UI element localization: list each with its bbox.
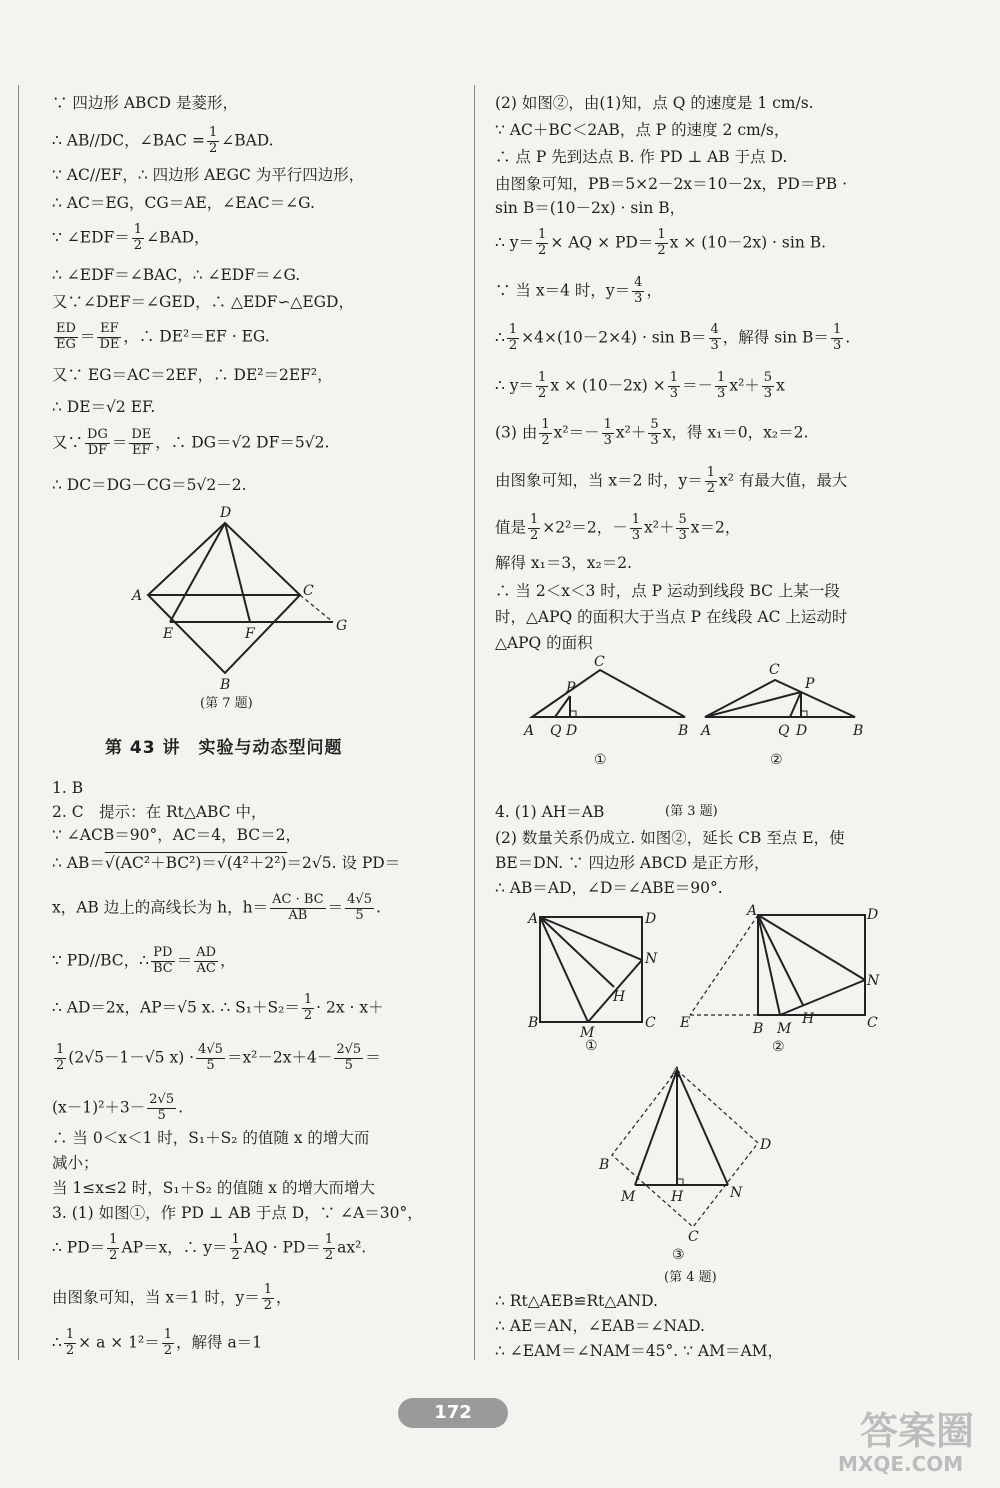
fig4-label: C xyxy=(688,1229,699,1245)
fig3-label: P xyxy=(566,680,576,696)
text-line: 解得 x₁＝3，x₂＝2. xyxy=(495,554,632,572)
fig3-label: C xyxy=(594,654,605,670)
fig4-label: D xyxy=(645,911,657,927)
text-line: 又∵∠DEF＝∠GED，∴ △EDF∽△EGD， xyxy=(52,293,354,311)
text-line: ∴ ∠EDF＝∠BAC，∴ ∠EDF＝∠G. xyxy=(52,266,301,284)
fig4-label: D xyxy=(867,907,879,923)
fig4-label: D xyxy=(760,1137,772,1153)
text-line: △APQ 的面积 xyxy=(495,634,593,652)
fig3-label: ② xyxy=(770,752,783,768)
fig3-label: B xyxy=(853,723,864,739)
text-line: ∵ ∠ACB＝90°，AC＝4，BC＝2， xyxy=(52,826,302,844)
text-line: ∴ $\frac{1}{2}$ × a × 1²＝ $\frac{1}{2}$ ，解得 a＝1 xyxy=(52,1327,263,1358)
fig3-label: C xyxy=(769,662,780,678)
segment-AE-dashed xyxy=(690,915,758,1015)
fig4-label: B xyxy=(528,1015,539,1031)
fig4-label: A xyxy=(671,1065,682,1081)
text-line: (2) 如图②，由(1)知，点 Q 的速度是 1 cm/s. xyxy=(495,94,814,112)
left-margin-line xyxy=(18,85,19,1360)
text-line: ∴ AB＝√(AC²＋BC²)＝√(4²＋2²)＝2√5. 设 PD＝ xyxy=(52,854,401,872)
text-line: (3) 由 $\frac{1}{2}$ x²＝－ $\frac{1}{3}$ x²＋ $\frac{5}{3}$ x，得 x₁＝0，x₂＝2. xyxy=(495,417,809,448)
fig4-label: ② xyxy=(772,1039,785,1055)
text-line: ∴ AE＝AN，∠EAB＝∠NAD. xyxy=(495,1317,705,1335)
text-line: ∴ 点 P 先到达点 B. 作 PD ⊥ AB 于点 D. xyxy=(495,148,788,166)
text-line: ∴ AB＝AD，∠D＝∠ABE＝90°. xyxy=(495,879,723,897)
fig3-label: ① xyxy=(594,752,607,768)
text-line: x，AB 边上的高线长为 h，h＝ $\frac{AC \cdot BC}{AB}$ ＝ $\frac{4√5}{5}$ . xyxy=(52,892,381,923)
fig3-label: B xyxy=(678,723,689,739)
text-line: ∴ 当 2＜x＜3 时，点 P 运动到线段 BC 上某一段 xyxy=(495,582,840,600)
text-line: 值是 $\frac{1}{2}$ ×2²＝2，－ $\frac{1}{3}$ x²＋ $\frac{5}{3}$ x＝2， xyxy=(495,512,741,543)
text-line: 当 1≤x≤2 时，S₁＋S₂ 的值随 x 的增大而增大 xyxy=(52,1179,375,1197)
fig3-label: A xyxy=(524,723,535,739)
fig7-label: A xyxy=(132,588,143,604)
text-line: BE＝DN. ∵ 四边形 ABCD 是正方形， xyxy=(495,854,770,872)
fig4-label: N xyxy=(867,973,880,989)
text-line: ∵ PD//BC，∴ $\frac{PD}{BC}$ ＝ $\frac{AD}{AC}$ ， xyxy=(52,945,236,976)
fig7-label: C xyxy=(303,583,314,599)
segment-AM-1 xyxy=(540,917,588,1022)
text-line: 2. C 提示：在 Rt△ABC 中， xyxy=(52,803,267,821)
segment-AN-3 xyxy=(677,1070,728,1185)
fig4-label: B xyxy=(599,1157,610,1173)
fig4-label: H xyxy=(671,1189,684,1205)
fig4-label: H xyxy=(802,1011,815,1027)
segment-DF xyxy=(225,523,250,622)
fig4-label: N xyxy=(645,951,658,967)
fig3-label: A xyxy=(701,723,712,739)
fig4-label: C xyxy=(645,1015,656,1031)
text-line: 1. B xyxy=(52,779,84,797)
figure-4-squares xyxy=(525,905,905,1285)
text-line: ∴ ∠EAM＝∠NAM＝45°. ∵ AM＝AM， xyxy=(495,1342,784,1360)
text-line: ∴ DE＝√2 EF. xyxy=(52,398,156,416)
text-line: ∴ PD＝ $\frac{1}{2}$ AP＝x，∴ y＝ $\frac{1}{2}$ AQ · PD＝ $\frac{1}{2}$ ax². xyxy=(52,1232,367,1263)
text-line: 又∵ EG＝AC＝2EF，∴ DE²＝2EF²， xyxy=(52,366,333,384)
text-line: 又∵ $\frac{DG}{DF}$ ＝ $\frac{DE}{EF}$ ，∴ DG＝√2 DF＝5√2. xyxy=(52,427,330,458)
fig7-label: E xyxy=(163,626,174,642)
figure-3-triangles xyxy=(520,654,880,775)
text-line: 时，△APQ 的面积大于当点 P 在线段 AC 上运动时 xyxy=(495,608,848,626)
fig4-label: N xyxy=(730,1185,743,1201)
segment-AH-1 xyxy=(540,917,614,987)
watermark-logo-text: 答案圈 xyxy=(860,1409,975,1453)
fig4-label: A xyxy=(747,903,758,919)
text-line: 由图象可知，当 x＝2 时，y＝ $\frac{1}{2}$ x² 有最大值，最大 xyxy=(495,465,848,496)
segment-AN-1 xyxy=(540,917,642,960)
text-line: ∴ AB//DC，∠BAC = $\frac{1}{2}$ ∠BAD. xyxy=(52,125,274,156)
text-line: ∴ $\frac{1}{2}$ ×4×(10－2×4) · sin B＝ $\frac{4}{3}$ ，解得 sin B＝ $\frac{1}{3}$ . xyxy=(495,322,851,353)
text-line: (2) 数量关系仍成立. 如图②，延长 CB 至点 E，使 xyxy=(495,829,845,847)
fig7-label: F xyxy=(245,626,255,642)
text-line: $\frac{1}{2}$ (2√5－1－√5 x) · $\frac{4√5}{5}$ ＝x²－2x＋4－ $\frac{2√5}{5}$ ＝ xyxy=(56,1042,381,1073)
segment-CG-dashed xyxy=(300,595,333,622)
text-line: ∵ 当 x＝4 时，y＝ $\frac{4}{3}$ ， xyxy=(495,275,662,306)
text-line: 3. (1) 如图①，作 PD ⊥ AB 于点 D，∵ ∠A＝30°， xyxy=(52,1204,423,1222)
fig3-label: P xyxy=(805,676,815,692)
fig3-label: D xyxy=(566,723,578,739)
segment-PQ-2 xyxy=(790,692,801,717)
text-line: ∵ AC＋BC＜2AB，点 P 的速度 2 cm/s， xyxy=(495,121,790,139)
figure-4-caption: (第 4 题) xyxy=(664,1270,717,1285)
text-line: ∴ AD＝2x，AP＝√5 x. ∴ S₁＋S₂＝ $\frac{1}{2}$ · 2x · x＋ xyxy=(52,992,384,1023)
text-line: ∴ 当 0＜x＜1 时，S₁＋S₂ 的值随 x 的增大而 xyxy=(52,1129,370,1147)
triangle-1 xyxy=(532,670,685,717)
segment-DE xyxy=(170,523,225,622)
fig3-label: Q xyxy=(778,723,790,739)
text-line: ∴ AC＝EG，CG＝AE，∠EAC＝∠G. xyxy=(52,194,315,212)
watermark-url: MXQE.COM xyxy=(838,1452,964,1476)
text-line: ∴ y＝ $\frac{1}{2}$ x × (10－2x) × $\frac{1}{3}$ ＝－ $\frac{1}{3}$ x²＋ $\frac{5}{3}$ x xyxy=(495,370,785,401)
text-line: ∴ Rt△AEB≌Rt△AND. xyxy=(495,1292,658,1310)
text-line: 减小； xyxy=(52,1154,99,1172)
section-title: 第 43 讲 实验与动态型问题 xyxy=(105,738,343,758)
fig4-label: B xyxy=(753,1021,764,1037)
fig4-label: H xyxy=(613,989,626,1005)
fig3-label: Q xyxy=(550,723,562,739)
fig7-label: B xyxy=(220,677,231,693)
text-line: (x－1)²＋3－ $\frac{2√5}{5}$ . xyxy=(52,1092,184,1123)
fig4-label: ① xyxy=(585,1038,598,1054)
fig4-label: E xyxy=(680,1015,691,1031)
figure-7-caption: (第 7 题) xyxy=(200,696,253,711)
fig4-label: M xyxy=(777,1021,792,1037)
square-2 xyxy=(758,915,865,1015)
text-line: ∵ ∠EDF＝ $\frac{1}{2}$ ∠BAD， xyxy=(52,222,210,253)
fig4-label: A xyxy=(528,911,539,927)
segment-AM-3 xyxy=(635,1070,677,1185)
text-line: $\frac{ED}{EG}$ ＝ $\frac{EF}{DE}$ ，∴ DE²＝EF · EG. xyxy=(56,321,270,352)
figure-7-rhombus xyxy=(120,505,360,695)
text-line: 由图象可知，PB＝5×2－2x＝10－2x，PD＝PB · xyxy=(495,175,847,193)
fig4-label: C xyxy=(867,1015,878,1031)
rhombus-ABCD xyxy=(148,523,300,673)
fig7-label: D xyxy=(220,505,232,521)
page-number: 172 xyxy=(398,1398,508,1428)
text-line: ∴ y＝ $\frac{1}{2}$ × AQ × PD＝ $\frac{1}{2}$ x × (10－2x) · sin B. xyxy=(495,227,827,258)
fig4-label: M xyxy=(580,1025,595,1041)
figure-3-caption: (第 3 题) xyxy=(665,804,718,819)
text-line: sin B＝(10－2x) · sin B， xyxy=(495,199,686,217)
text-line: 由图象可知，当 x＝1 时，y＝ $\frac{1}{2}$ ， xyxy=(52,1282,292,1313)
column-divider xyxy=(474,85,475,1360)
text-line: ∵ 四边形 ABCD 是菱形， xyxy=(52,94,238,112)
segment-AP-2 xyxy=(705,692,801,717)
fig4-label: M xyxy=(621,1189,636,1205)
text-line: 4. (1) AH＝AB xyxy=(495,803,605,821)
fig4-label: ③ xyxy=(672,1247,685,1263)
fig3-label: D xyxy=(796,723,808,739)
text-line: ∵ AC//EF，∴ 四边形 AEGC 为平行四边形， xyxy=(52,166,365,184)
text-line: ∴ DC＝DG－CG＝5√2－2. xyxy=(52,476,247,494)
segment-AM-2 xyxy=(758,915,780,1015)
fig7-label: G xyxy=(336,618,348,634)
